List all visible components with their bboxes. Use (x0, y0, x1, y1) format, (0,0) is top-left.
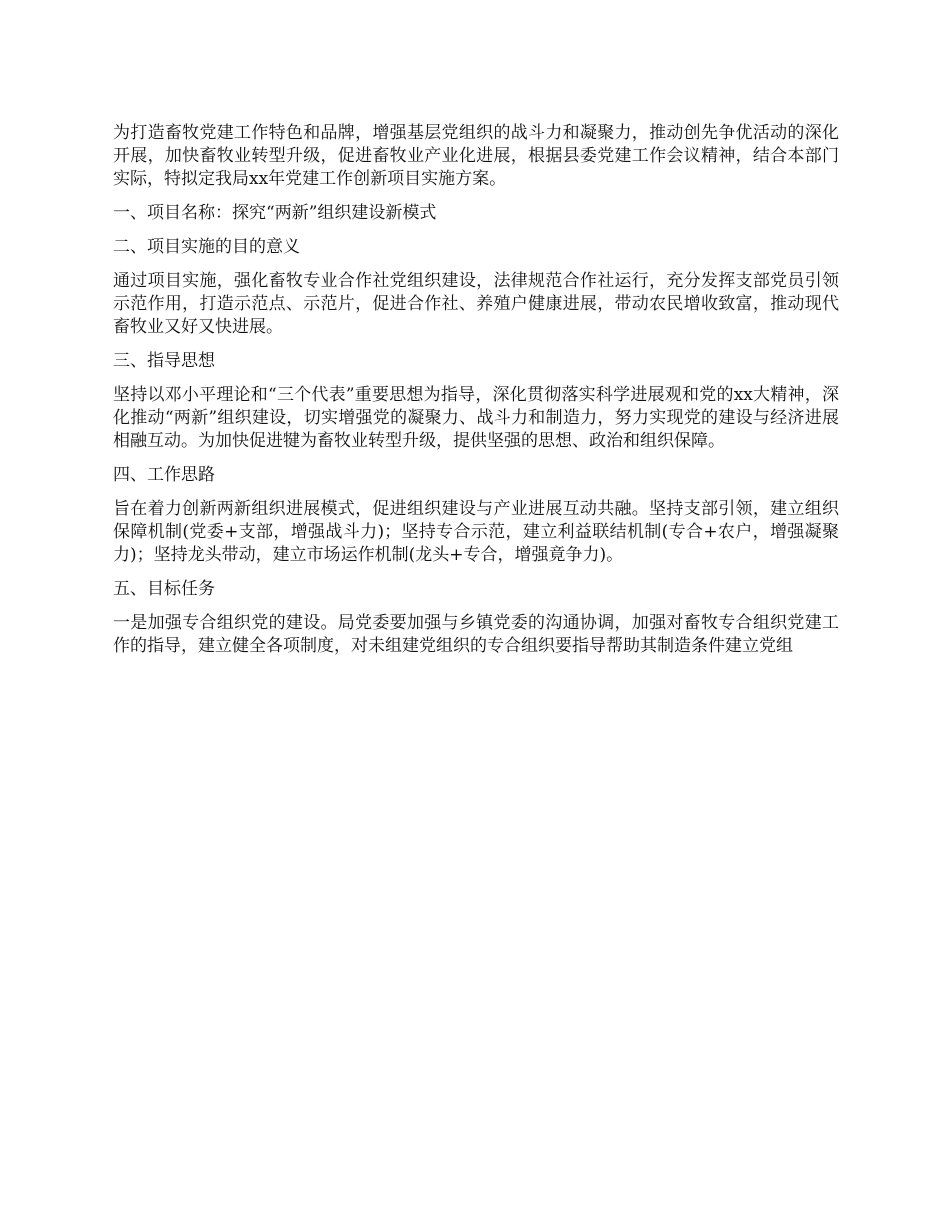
section-4-body: 旨在着力创新两新组织进展模式，促进组织建设与产业进展互动共融。坚持支部引领，建立组织保障机制(党委+支部，增强战斗力)；坚持专合示范，建立利益联结机制(专合+农户，增强凝聚力)；坚持龙头带动，建立市场运作机制(龙头+专合，增强竟争力)。 (113, 499, 839, 565)
section-2-body: 通过项目实施，强化畜牧专业合作社党组织建设，法律规范合作社运行，充分发挥支部党员引领示范作用，打造示范点、示范片，促进合作社、养殖户健康进展，带动农民增收致富，推动现代畜牧业又好又快进展。 (113, 271, 839, 337)
section-3-heading: 三、指导思想 (113, 351, 215, 371)
section-2-heading: 二、项目实施的目的意义 (113, 237, 300, 257)
intro-paragraph: 为打造畜牧党建工作特色和品牌，增强基层党组织的战斗力和凝聚力，推动创先争优活动的深化开展，加快畜牧业转型升级，促进畜牧业产业化进展，根据县委党建工作会议精神，结合本部门实际，特拟定我局xx年党建工作创新项目实施方案。 (113, 123, 839, 189)
section-4-heading: 四、工作思路 (113, 465, 215, 485)
section-3-body: 坚持以邓小平理论和“三个代表”重要思想为指导，深化贯彻落实科学进展观和党的xx大精神，深化推动“两新”组织建设，切实增强党的凝聚力、战斗力和制造力，努力实现党的建设与经济进展相融互动。为加快促进犍为畜牧业转型升级，提供坚强的思想、政治和组织保障。 (113, 385, 839, 451)
document-page (113, 122, 839, 669)
section-5-body: 一是加强专合组织党的建设。局党委要加强与乡镇党委的沟通协调，加强对畜牧专合组织党建工作的指导，建立健全各项制度，对未组建党组织的专合组织要指导帮助其制造条件建立党组 (113, 613, 839, 656)
section-1-heading: 一、项目名称：探究“两新”组织建设新模式 (113, 203, 437, 223)
section-5-heading: 五、目标任务 (113, 579, 215, 599)
